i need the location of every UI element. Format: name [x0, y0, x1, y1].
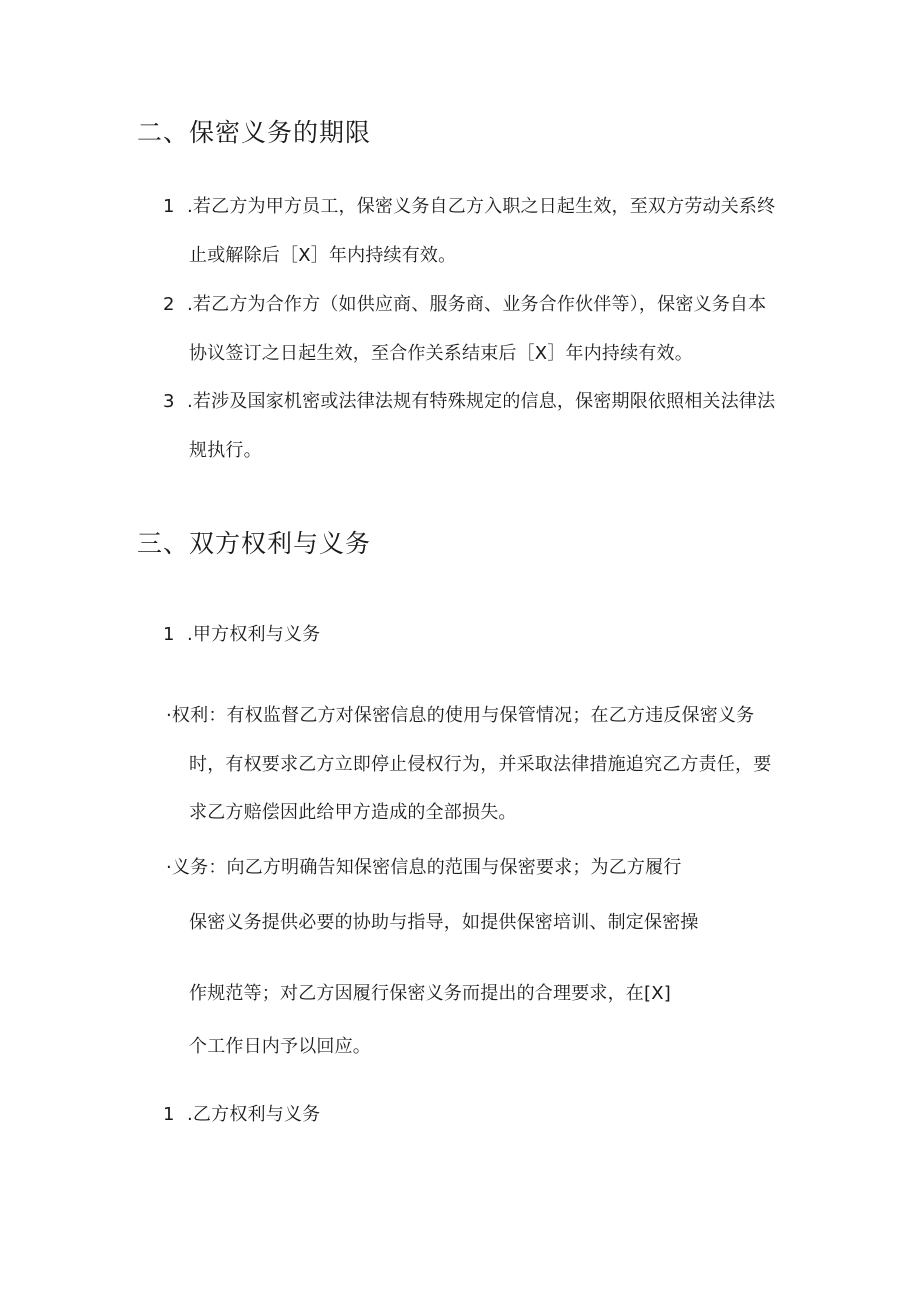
- rights-bullet: ·: [166, 705, 172, 726]
- duties-line3: 作规范等；对乙方因履行保密义务而提出的合理要求，在[X]: [189, 983, 671, 1004]
- rights-line2: 时，有权要求乙方立即停止侵权行为，并采取法律措施追究乙方责任，要: [189, 754, 772, 775]
- duties-line2: 保密义务提供必要的协助与指导，如提供保密培训、制定保密操: [189, 912, 699, 933]
- term-item-1-line1: [163, 192, 775, 218]
- party-b-number: 1: [163, 1104, 175, 1125]
- term-item-3-line2: 规执行。: [189, 440, 262, 461]
- duties-line1: [166, 853, 682, 879]
- term-item-1-text: .若乙方为甲方员工，保密义务自乙方入职之日起生效，至双方劳动关系终: [187, 196, 776, 217]
- term-item-3-number: 3: [163, 391, 175, 412]
- party-b-label: .乙方权利与义务: [187, 1104, 321, 1125]
- term-item-2-line1: [163, 290, 766, 316]
- term-item-3-text: .若涉及国家机密或法律法规有特殊规定的信息，保密期限依照相关法律法: [187, 391, 776, 412]
- term-item-2-line2: 协议签订之日起生效，至合作关系结束后［X］年内持续有效。: [189, 343, 693, 364]
- term-item-2-text: .若乙方为合作方（如供应商、服务商、业务合作伙伴等），保密义务自本: [187, 294, 767, 315]
- duties-line4: 个工作日内予以回应。: [189, 1036, 371, 1057]
- section-heading-rights: 三、双方权利与义务: [137, 529, 372, 558]
- section-heading-term: 二、保密义务的期限: [137, 118, 372, 147]
- term-item-3-line1: [163, 387, 775, 413]
- term-item-1-line2: 止或解除后［X］年内持续有效。: [189, 245, 457, 266]
- party-a-subheading: [163, 620, 320, 646]
- party-b-subheading: [163, 1100, 320, 1126]
- rights-line1: [166, 701, 754, 727]
- party-a-number: 1: [163, 624, 175, 645]
- rights-text: 权利：有权监督乙方对保密信息的使用与保管情况；在乙方违反保密义务: [171, 705, 755, 726]
- duties-bullet: ·: [166, 857, 172, 878]
- term-item-2-number: 2: [163, 294, 175, 315]
- term-item-1-number: 1: [163, 196, 175, 217]
- party-a-label: .甲方权利与义务: [187, 624, 321, 645]
- duties-text: 义务：向乙方明确告知保密信息的范围与保密要求；为乙方履行: [171, 857, 682, 878]
- rights-line3: 求乙方赔偿因此给甲方造成的全部损失。: [189, 802, 517, 823]
